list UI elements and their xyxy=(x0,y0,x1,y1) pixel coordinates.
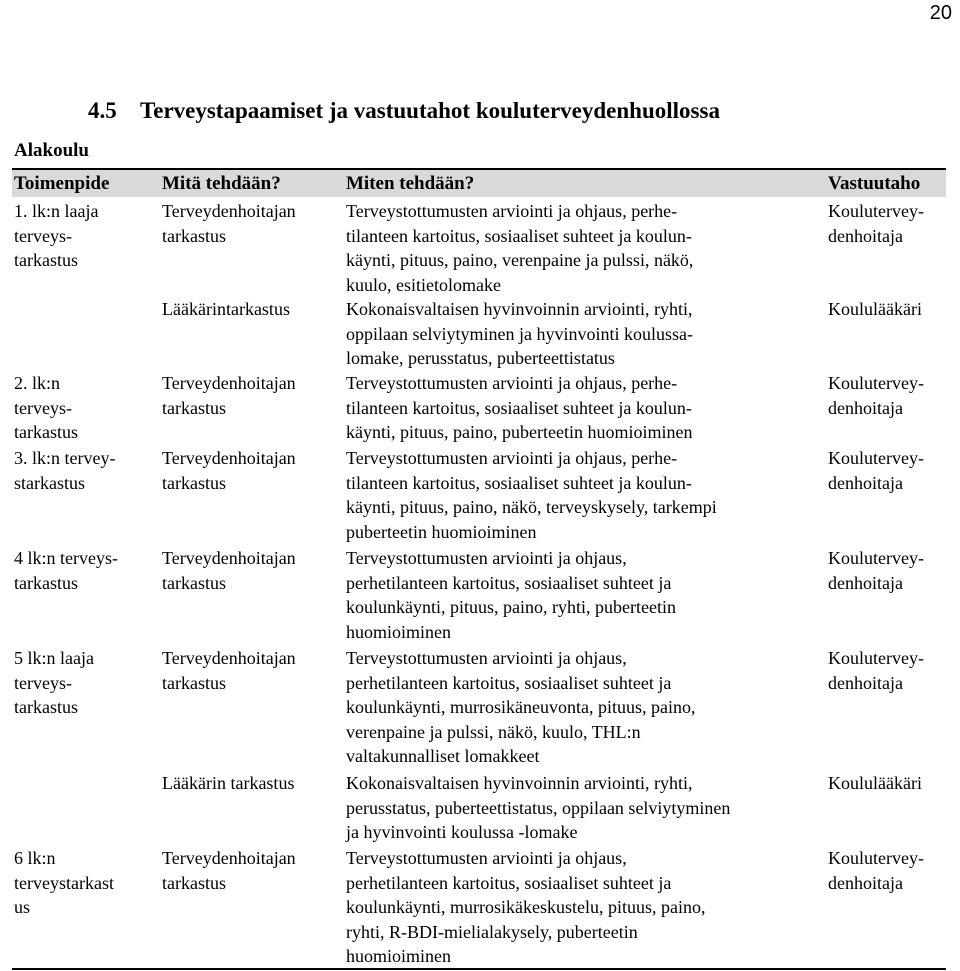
vastuutaho-cell xyxy=(828,446,924,495)
cell-line: Terveydenhoitajan xyxy=(162,448,296,468)
cell-line: tarkastus xyxy=(14,697,78,717)
cell-line: Terveydenhoitajan xyxy=(162,201,296,221)
cell-line: us xyxy=(14,897,31,917)
vastuutaho-cell xyxy=(828,199,924,248)
vastuutaho-cell xyxy=(828,546,924,595)
cell-line: Kokonaisvaltaisen hyvinvoinnin arviointi, ryhti, xyxy=(346,773,693,793)
mita-tehdaan-cell xyxy=(162,646,296,695)
miten-tehdaan-cell xyxy=(346,297,693,371)
cell-line: Koulutervey- xyxy=(828,201,924,221)
cell-line: 2. lk:n xyxy=(14,373,61,393)
cell-line: starkastus xyxy=(14,472,85,493)
header-mita-tehdaan: Mitä tehdään? xyxy=(162,173,281,194)
section-title: Terveystapaamiset ja vastuutahot kouluterveydenhuollossa xyxy=(140,98,720,123)
cell-line: tarkastus xyxy=(162,572,226,593)
vastuutaho-cell xyxy=(828,846,924,895)
mita-tehdaan-cell xyxy=(162,446,296,495)
cell-line: perhetilanteen kartoitus, sosiaaliset suhteet ja xyxy=(346,572,672,593)
cell-line: tarkastus xyxy=(162,397,226,418)
section-number: 4.5 xyxy=(88,98,117,123)
mita-tehdaan-cell xyxy=(162,297,290,322)
cell-line: huomioiminen xyxy=(346,946,451,966)
cell-line: terveystarkast xyxy=(14,872,114,893)
table-header-background xyxy=(12,170,946,197)
header-vastuutaho: Vastuutaho xyxy=(828,173,921,194)
table-subtitle: Alakoulu xyxy=(14,140,89,161)
cell-line: Koulutervey- xyxy=(828,548,924,568)
mita-tehdaan-cell xyxy=(162,546,296,595)
cell-line: Terveystottumusten arviointi ja ohjaus, perhe- xyxy=(346,373,678,393)
cell-line: denhoitaja xyxy=(828,672,903,693)
cell-line: perhetilanteen kartoitus, sosiaaliset suhteet ja xyxy=(346,872,672,893)
cell-line: valtakunnalliset lomakkeet xyxy=(346,746,540,766)
vastuutaho-cell xyxy=(828,646,924,695)
miten-tehdaan-cell xyxy=(346,846,705,969)
cell-line: Terveystottumusten arviointi ja ohjaus, xyxy=(346,648,627,668)
toimenpide-cell xyxy=(14,646,94,720)
cell-line: perhetilanteen kartoitus, sosiaaliset suhteet ja xyxy=(346,672,672,693)
cell-line: koulunkäynti, murrosikäkeskustelu, pituus, paino, xyxy=(346,897,706,917)
cell-line: tarkastus xyxy=(162,472,226,493)
cell-line: Terveystottumusten arviointi ja ohjaus, perhe- xyxy=(346,201,678,221)
cell-line: 1. lk:n laaja xyxy=(14,201,99,221)
vastuutaho-cell xyxy=(828,771,922,796)
cell-line: Koulutervey- xyxy=(828,448,924,468)
vastuutaho-cell xyxy=(828,371,924,420)
cell-line: Kokonaisvaltaisen hyvinvoinnin arviointi, ryhti, xyxy=(346,299,693,319)
cell-line: Terveydenhoitajan xyxy=(162,648,296,668)
cell-line: Koululääkäri xyxy=(828,773,922,793)
toimenpide-cell xyxy=(14,199,98,273)
cell-line: Lääkärin tarkastus xyxy=(162,773,295,793)
cell-line: tarkastus xyxy=(14,250,78,270)
cell-line: 3. lk:n tervey- xyxy=(14,448,116,468)
cell-line: Terveystottumusten arviointi ja ohjaus, xyxy=(346,548,627,568)
cell-line: oppilaan selviytyminen ja hyvinvointi koulussa- xyxy=(346,323,693,344)
cell-line: denhoitaja xyxy=(828,872,903,893)
cell-line: kuulo, esitietolomake xyxy=(346,274,501,295)
cell-line: tarkastus xyxy=(162,872,226,893)
cell-line: käynti, pituus, paino, puberteetin huomioiminen xyxy=(346,422,693,442)
section-heading xyxy=(88,98,720,124)
cell-line: denhoitaja xyxy=(828,572,903,593)
cell-line: Terveystottumusten arviointi ja ohjaus, xyxy=(346,848,627,868)
miten-tehdaan-cell xyxy=(346,546,676,644)
cell-line: Koulutervey- xyxy=(828,648,924,668)
cell-line: perusstatus, puberteettistatus, oppilaan selviytyminen xyxy=(346,797,731,818)
miten-tehdaan-cell xyxy=(346,371,692,445)
cell-line: verenpaine ja pulssi, näkö, kuulo, THL:n xyxy=(346,721,641,742)
cell-line: käynti, pituus, paino, näkö, terveyskysely, tarkempi xyxy=(346,497,717,517)
cell-line: 4 lk:n terveys- xyxy=(14,548,118,568)
mita-tehdaan-cell xyxy=(162,771,294,796)
miten-tehdaan-cell xyxy=(346,646,695,769)
cell-line: tilanteen kartoitus, sosiaaliset suhteet ja koulun- xyxy=(346,225,692,246)
header-miten-tehdaan: Miten tehdään? xyxy=(346,173,475,194)
vastuutaho-cell xyxy=(828,297,922,322)
cell-line: denhoitaja xyxy=(828,472,903,493)
mita-tehdaan-cell xyxy=(162,371,296,420)
cell-line: ryhti, R-BDI-mielialakysely, puberteetin xyxy=(346,921,638,942)
toimenpide-cell xyxy=(14,546,118,595)
cell-line: tarkastus xyxy=(162,672,226,693)
cell-line: ja hyvinvointi koulussa -lomake xyxy=(346,822,578,842)
cell-line: tarkastus xyxy=(162,225,226,246)
cell-line: koulunkäynti, pituus, paino, ryhti, puberteetin xyxy=(346,597,676,617)
miten-tehdaan-cell xyxy=(346,446,717,544)
cell-line: Terveydenhoitajan xyxy=(162,373,296,393)
cell-line: puberteetin huomioiminen xyxy=(346,521,537,542)
cell-line: Lääkärintarkastus xyxy=(162,299,290,319)
mita-tehdaan-cell xyxy=(162,199,296,248)
cell-line: käynti, pituus, paino, verenpaine ja pulssi, näkö, xyxy=(346,250,694,270)
mita-tehdaan-cell xyxy=(162,846,296,895)
cell-line: Koulutervey- xyxy=(828,848,924,868)
cell-line: Koululääkäri xyxy=(828,299,922,319)
cell-line: terveys- xyxy=(14,397,72,418)
toimenpide-cell xyxy=(14,446,115,495)
cell-line: terveys- xyxy=(14,225,72,246)
cell-line: tarkastus xyxy=(14,572,78,593)
page-number: 20 xyxy=(929,2,952,24)
cell-line: Terveydenhoitajan xyxy=(162,548,296,568)
cell-line: tarkastus xyxy=(14,422,78,442)
cell-line: 6 lk:n xyxy=(14,848,56,868)
cell-line: Terveydenhoitajan xyxy=(162,848,296,868)
cell-line: lomake, perusstatus, puberteettistatus xyxy=(346,348,615,368)
cell-line: 5 lk:n laaja xyxy=(14,648,94,668)
cell-line: koulunkäynti, murrosikäneuvonta, pituus, paino, xyxy=(346,697,696,717)
cell-line: denhoitaja xyxy=(828,225,903,246)
cell-line: terveys- xyxy=(14,672,72,693)
cell-line: Terveystottumusten arviointi ja ohjaus, perhe- xyxy=(346,448,678,468)
toimenpide-cell xyxy=(14,371,78,445)
cell-line: tilanteen kartoitus, sosiaaliset suhteet ja koulun- xyxy=(346,472,692,493)
cell-line: denhoitaja xyxy=(828,397,903,418)
miten-tehdaan-cell xyxy=(346,771,730,845)
cell-line: huomioiminen xyxy=(346,621,451,642)
header-toimenpide: Toimenpide xyxy=(14,173,110,194)
cell-line: tilanteen kartoitus, sosiaaliset suhteet ja koulun- xyxy=(346,397,692,418)
miten-tehdaan-cell xyxy=(346,199,693,297)
cell-line: Koulutervey- xyxy=(828,373,924,393)
toimenpide-cell xyxy=(14,846,114,920)
